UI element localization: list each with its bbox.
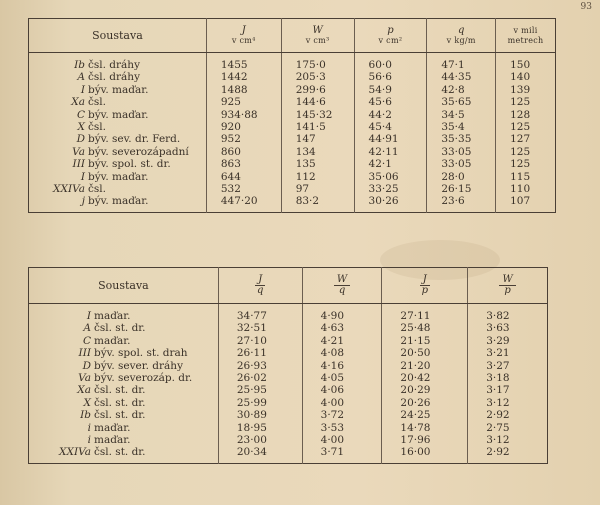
page-number: 93	[580, 2, 592, 12]
value-cell-a: 25·95	[218, 384, 302, 396]
value-cell-c: 25·48	[382, 322, 468, 334]
header-system: Soustava	[29, 19, 207, 53]
table-row	[29, 409, 548, 421]
header-area	[354, 19, 427, 53]
value-cell-q: 42·8	[427, 84, 496, 96]
header-unit-W: v cm³	[305, 35, 330, 45]
value-cell-J: 1488	[206, 84, 281, 96]
system-code: Xa	[71, 96, 85, 109]
value-cell-a: 27·10	[218, 335, 302, 347]
value-cell-h: 150	[496, 53, 556, 72]
system-name: býv. spol. st. dr.	[88, 158, 171, 171]
value-cell-q: 26·15	[427, 183, 496, 195]
value-cell-J: 934·88	[206, 109, 281, 121]
value-cell-J: 532	[206, 183, 281, 195]
system-cell	[29, 335, 219, 347]
table-row	[29, 171, 556, 183]
system-code: III	[72, 158, 85, 171]
value-cell-c: 20·26	[382, 397, 468, 409]
value-cell-J: 952	[206, 133, 281, 145]
value-cell-W: 83·2	[281, 195, 354, 212]
value-cell-h: 125	[496, 158, 556, 170]
system-code: C	[82, 334, 91, 347]
system-code: I	[86, 310, 91, 322]
system-cell	[29, 133, 207, 145]
system-cell	[29, 434, 219, 446]
table-row	[29, 195, 556, 212]
table-row	[29, 304, 548, 323]
table-row	[29, 360, 548, 372]
table-row	[29, 434, 548, 446]
system-code: I	[80, 83, 85, 96]
header-J-over-p: $\frac{J}{p}$	[382, 268, 468, 304]
value-cell-b: 4·00	[302, 397, 382, 409]
system-name: čsl.	[88, 183, 106, 196]
value-cell-q: 28·0	[427, 171, 496, 183]
value-cell-d: 3·21	[468, 347, 548, 359]
value-cell-h: 107	[496, 195, 556, 212]
system-name: býv. severozáp. dr.	[94, 372, 193, 385]
value-cell-b: 3·72	[302, 409, 382, 421]
value-cell-c: 14·78	[382, 422, 468, 434]
table-row	[29, 96, 556, 108]
table-row	[29, 372, 548, 384]
value-cell-q: 34·5	[427, 109, 496, 121]
header-J-over-q: $\frac{J}{q}$	[218, 268, 302, 304]
system-code: Va	[78, 372, 91, 385]
system-name: maďar.	[94, 310, 131, 322]
value-cell-d: 2·75	[468, 422, 548, 434]
value-cell-p: 44·91	[354, 133, 427, 145]
system-name: čsl.	[88, 96, 106, 109]
value-cell-W: 141·5	[281, 121, 354, 133]
value-cell-a: 23·00	[218, 434, 302, 446]
system-name: býv. maďar.	[88, 83, 149, 96]
system-code: A	[83, 322, 91, 335]
value-cell-W: 144·6	[281, 96, 354, 108]
system-cell	[29, 409, 219, 421]
system-cell	[29, 146, 207, 158]
value-cell-b: 4·90	[302, 304, 382, 323]
table-row	[29, 158, 556, 170]
value-cell-d: 3·29	[468, 335, 548, 347]
value-cell-q: 33·05	[427, 146, 496, 158]
system-code: Xa	[77, 384, 91, 397]
value-cell-h: 125	[496, 96, 556, 108]
value-cell-p: 42·11	[354, 146, 427, 158]
header-W-over-q: $\frac{W}{q}$	[302, 268, 382, 304]
header-height-line1: v mili	[513, 25, 538, 35]
value-cell-c: 16·00	[382, 446, 468, 463]
header-W-over-p: $\frac{W}{p}$	[468, 268, 548, 304]
system-code: Ib	[80, 409, 91, 422]
system-cell	[29, 360, 219, 372]
system-code: j	[81, 195, 85, 208]
value-cell-h: 140	[496, 71, 556, 83]
header-symbol-J: J	[241, 24, 246, 36]
system-cell	[29, 422, 219, 434]
system-code: I	[80, 170, 85, 183]
system-cell	[29, 171, 207, 183]
value-cell-p: 54·9	[354, 84, 427, 96]
system-code: XXIVa	[53, 183, 85, 196]
table-row	[29, 335, 548, 347]
value-cell-a: 26·11	[218, 347, 302, 359]
value-cell-J: 860	[206, 146, 281, 158]
ratios-table	[28, 267, 548, 464]
table-row	[29, 347, 548, 359]
header-symbol-q: q	[458, 24, 465, 36]
value-cell-c: 21·20	[382, 360, 468, 372]
value-cell-J: 920	[206, 121, 281, 133]
header-system-2: Soustava	[29, 268, 219, 304]
system-name: maďar.	[94, 421, 131, 434]
properties-table	[28, 18, 556, 213]
table-row	[29, 71, 556, 83]
value-cell-d: 3·63	[468, 322, 548, 334]
value-cell-a: 34·77	[218, 304, 302, 323]
system-code: D	[82, 359, 91, 372]
header-symbol-W: W	[312, 24, 323, 36]
value-cell-q: 44·35	[427, 71, 496, 83]
value-cell-a: 32·51	[218, 322, 302, 334]
table-row	[29, 422, 548, 434]
header-height	[496, 19, 556, 53]
system-name: býv. severozápadní	[88, 145, 189, 158]
value-cell-d: 3·17	[468, 384, 548, 396]
system-cell	[29, 195, 207, 212]
value-cell-d: 3·82	[468, 304, 548, 323]
system-name: čsl. dráhy	[88, 59, 140, 71]
value-cell-b: 4·63	[302, 322, 382, 334]
value-cell-W: 145·32	[281, 109, 354, 121]
value-cell-a: 20·34	[218, 446, 302, 463]
system-cell	[29, 322, 219, 334]
system-name: čsl.	[88, 121, 106, 134]
value-cell-W: 299·6	[281, 84, 354, 96]
value-cell-W: 97	[281, 183, 354, 195]
value-cell-d: 2·92	[468, 446, 548, 463]
system-code: A	[77, 71, 85, 84]
value-cell-c: 27·11	[382, 304, 468, 323]
system-name: býv. sever. dráhy	[94, 359, 183, 372]
value-cell-q: 23·6	[427, 195, 496, 212]
value-cell-d: 3·12	[468, 397, 548, 409]
value-cell-h: 128	[496, 109, 556, 121]
header-unit-J: v cm⁴	[231, 35, 256, 45]
system-cell	[29, 384, 219, 396]
header-unit-p: v cm²	[378, 35, 403, 45]
system-cell	[29, 109, 207, 121]
system-code: C	[76, 108, 85, 121]
value-cell-p: 30·26	[354, 195, 427, 212]
table2-header-row	[29, 268, 548, 304]
system-name: býv. maďar.	[88, 170, 149, 183]
system-code: i	[87, 421, 91, 434]
value-cell-h: 125	[496, 146, 556, 158]
table-row	[29, 146, 556, 158]
value-cell-a: 30·89	[218, 409, 302, 421]
system-name: čsl. st. dr.	[94, 384, 146, 397]
value-cell-W: 205·3	[281, 71, 354, 83]
header-inertia	[206, 19, 281, 53]
system-name: čsl. st. dr.	[94, 409, 146, 422]
header-height-line2: metrech	[507, 35, 544, 45]
header-weight	[427, 19, 496, 53]
system-code: Va	[72, 145, 85, 158]
value-cell-W: 112	[281, 171, 354, 183]
value-cell-h: 110	[496, 183, 556, 195]
value-cell-b: 4·08	[302, 347, 382, 359]
system-name: čsl. st. dr.	[94, 446, 146, 459]
system-code: i	[87, 434, 91, 447]
system-cell	[29, 347, 219, 359]
system-cell	[29, 183, 207, 195]
system-name: maďar.	[94, 434, 131, 447]
system-cell	[29, 158, 207, 170]
value-cell-b: 4·16	[302, 360, 382, 372]
value-cell-q: 35·4	[427, 121, 496, 133]
value-cell-b: 4·05	[302, 372, 382, 384]
system-cell	[29, 121, 207, 133]
value-cell-p: 42·1	[354, 158, 427, 170]
value-cell-p: 35·06	[354, 171, 427, 183]
value-cell-a: 25·99	[218, 397, 302, 409]
value-cell-p: 33·25	[354, 183, 427, 195]
system-name: býv. maďar.	[88, 108, 149, 121]
system-name: býv. maďar.	[88, 195, 149, 208]
system-cell	[29, 446, 219, 463]
system-name: býv. sev. dr. Ferd.	[88, 133, 181, 146]
value-cell-p: 56·6	[354, 71, 427, 83]
table-row	[29, 322, 548, 334]
value-cell-b: 3·53	[302, 422, 382, 434]
value-cell-p: 44·2	[354, 109, 427, 121]
value-cell-J: 1442	[206, 71, 281, 83]
system-cell	[29, 372, 219, 384]
value-cell-J: 644	[206, 171, 281, 183]
value-cell-q: 35·35	[427, 133, 496, 145]
value-cell-b: 3·71	[302, 446, 382, 463]
value-cell-a: 18·95	[218, 422, 302, 434]
value-cell-c: 20·42	[382, 372, 468, 384]
value-cell-h: 115	[496, 171, 556, 183]
value-cell-d: 2·92	[468, 409, 548, 421]
value-cell-q: 33·05	[427, 158, 496, 170]
value-cell-J: 447·20	[206, 195, 281, 212]
system-cell	[29, 53, 207, 72]
value-cell-q: 47·1	[427, 53, 496, 72]
system-cell	[29, 71, 207, 83]
system-code: Ib	[74, 59, 85, 71]
table-row	[29, 446, 548, 463]
system-name: býv. spol. st. drah	[94, 347, 188, 360]
value-cell-W: 135	[281, 158, 354, 170]
table-row	[29, 121, 556, 133]
table-row	[29, 84, 556, 96]
system-code: III	[78, 347, 91, 360]
value-cell-J: 863	[206, 158, 281, 170]
system-cell	[29, 84, 207, 96]
value-cell-h: 127	[496, 133, 556, 145]
system-cell	[29, 304, 219, 323]
value-cell-a: 26·02	[218, 372, 302, 384]
value-cell-h: 125	[496, 121, 556, 133]
table-row	[29, 109, 556, 121]
system-name: čsl. st. dr.	[94, 396, 146, 409]
value-cell-J: 1455	[206, 53, 281, 72]
value-cell-q: 35·65	[427, 96, 496, 108]
value-cell-W: 147	[281, 133, 354, 145]
value-cell-W: 134	[281, 146, 354, 158]
value-cell-b: 4·06	[302, 384, 382, 396]
value-cell-c: 21·15	[382, 335, 468, 347]
system-code: XXIVa	[59, 446, 91, 459]
value-cell-p: 45·4	[354, 121, 427, 133]
system-cell	[29, 96, 207, 108]
value-cell-d: 3·27	[468, 360, 548, 372]
value-cell-J: 925	[206, 96, 281, 108]
value-cell-d: 3·18	[468, 372, 548, 384]
header-unit-q: v kg/m	[446, 35, 476, 45]
table-row	[29, 53, 556, 72]
value-cell-c: 24·25	[382, 409, 468, 421]
table-row	[29, 384, 548, 396]
value-cell-c: 20·50	[382, 347, 468, 359]
system-name: maďar.	[94, 334, 131, 347]
system-code: D	[76, 133, 85, 146]
value-cell-b: 4·21	[302, 335, 382, 347]
value-cell-d: 3·12	[468, 434, 548, 446]
header-modulus	[281, 19, 354, 53]
system-code: X	[83, 396, 91, 409]
system-name: čsl. dráhy	[88, 71, 140, 84]
value-cell-c: 20·29	[382, 384, 468, 396]
table1-header-row	[29, 19, 556, 53]
value-cell-p: 45·6	[354, 96, 427, 108]
table-row	[29, 133, 556, 145]
system-cell	[29, 397, 219, 409]
header-symbol-p: p	[387, 24, 394, 36]
value-cell-a: 26·93	[218, 360, 302, 372]
value-cell-h: 139	[496, 84, 556, 96]
value-cell-b: 4·00	[302, 434, 382, 446]
value-cell-W: 175·0	[281, 53, 354, 72]
system-code: X	[77, 121, 85, 134]
value-cell-c: 17·96	[382, 434, 468, 446]
table-row	[29, 183, 556, 195]
table-row	[29, 397, 548, 409]
value-cell-p: 60·0	[354, 53, 427, 72]
system-name: čsl. st. dr.	[94, 322, 146, 335]
